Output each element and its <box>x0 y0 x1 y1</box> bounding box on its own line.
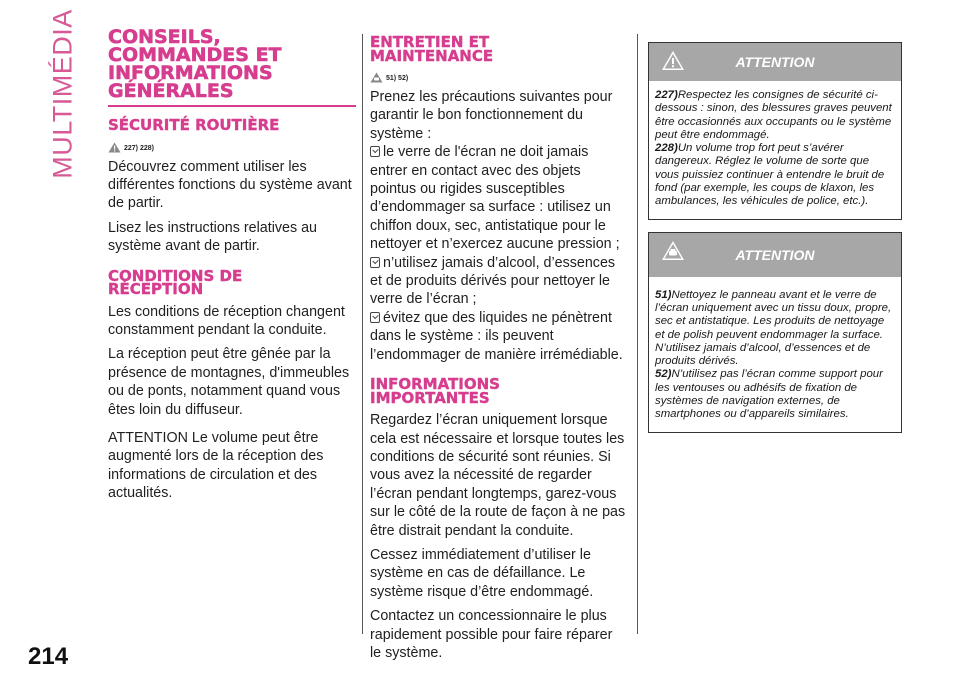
warning-header <box>649 233 901 277</box>
bullet-item: n’utilisez jamais d’alcool, d’essences et de produits dérivés pour nettoyer le verre de l’écran ; <box>370 254 616 308</box>
reference-numbers: 51) 52) <box>386 75 409 82</box>
paragraph: La réception peut être gênée par la présence de montagnes, d'immeubles ou de ponts, notamment quand vous êtes loin du diffuseur. <box>108 346 350 418</box>
paragraph: Les conditions de réception changent constamment pendant la conduite. <box>108 303 345 338</box>
section-title-securite: SÉCURITÉ ROUTIÈRE <box>108 116 280 134</box>
car-warning-icon <box>370 72 383 83</box>
warning-item: 52)N’utilisez pas l’écran comme support pour les ventouses ou adhésifs de fixation de systèmes de navigation externes, de smartphones ou d’appareils similaires. <box>655 368 883 421</box>
column-divider-2 <box>637 34 638 634</box>
warning-box-1 <box>648 42 902 220</box>
column-2 <box>370 28 626 668</box>
warning-body <box>649 81 901 219</box>
section-title-informations: INFORMATIONS IMPORTANTES <box>370 375 500 407</box>
column-3 <box>648 42 902 433</box>
section-title-reception: CONDITIONS DE RÉCEPTION <box>108 266 243 299</box>
warning-item: 227)Respectez les consignes de sécurité ci-dessous : sinon, des blessures graves peuvent être occasionnés aux occupants ou le système peut être endommagé. <box>655 89 892 141</box>
paragraph: ATTENTION Le volume peut être augmenté lors de la réception des informations de circulation et des actualités. <box>108 429 324 502</box>
paragraph: Prenez les précautions suivantes pour garantir le bon fonctionnement du système : <box>370 89 613 142</box>
warning-item: 228)Un volume trop fort peut s’avérer dangereux. Réglez le volume de sorte que vous puissiez continuer à entendre le bruit de fond (par exemple, les coups de klaxon, les ambulances, les véhicules de police, etc.). <box>655 142 885 208</box>
column-divider-1 <box>362 34 363 634</box>
section-title-entretien: ENTRETIEN ET MAINTENANCE <box>370 33 494 65</box>
warning-heading: ATTENTION <box>735 246 815 263</box>
main-title: CONSEILS, COMMANDES ET INFORMATIONS GÉNÉRALES <box>108 26 282 102</box>
warning-box-2 <box>648 232 902 433</box>
paragraph: Regardez l’écran uniquement lorsque cela est nécessaire et lorsque toutes les conditions de sécurité sont réunies. Si vous avez la nécessité de regarder l’écran pendant longtemps, garez-vous sur le côté de la route de façon à ne pas être distrait pendant la conduite. <box>370 412 626 539</box>
checkbox-bullet-icon <box>370 257 380 268</box>
paragraph: Cessez immédiatement d’utiliser le système en cas de défaillance. Le système risque d’être endommagé. <box>370 546 594 600</box>
paragraph: Contactez un concessionnaire le plus rapidement possible pour faire réparer le système. <box>370 608 613 661</box>
warning-body <box>649 277 901 432</box>
reference-row <box>370 67 626 83</box>
paragraph: Découvrez comment utiliser les différentes fonctions du système avant de partir. <box>108 158 352 212</box>
page-number: 214 <box>28 643 69 670</box>
reference-row <box>108 137 356 153</box>
warning-item: 51)Nettoyez le panneau avant et le verre de l’écran uniquement avec un tissu doux, propre, sec et antistatique. Les produits de nettoyage et de polish peuvent endommager la surface. N’utilisez jamais d’alcool, d’essences et de produits dérivés. <box>655 288 892 368</box>
title-underline <box>108 105 356 107</box>
bullet-item: évitez que des liquides ne pénètrent dans le système : ils peuvent l’endommager de manière irrémédiable. <box>370 309 623 363</box>
checkbox-bullet-icon <box>370 312 380 323</box>
bullet-item: le verre de l'écran ne doit jamais entrer en contact avec des objets pointus ou rigides susceptibles d’endommager sa surface : utilisez un chiffon doux, sec, antistatique pour le nettoyer et n’exercez aucune pression ; <box>370 144 620 253</box>
side-section-label: MULTIMÉDIA <box>47 9 78 179</box>
warning-triangle-icon <box>108 142 121 153</box>
warning-header <box>649 43 901 81</box>
column-1 <box>108 28 356 509</box>
reference-numbers: 227) 228) <box>124 144 154 152</box>
warning-heading: ATTENTION <box>735 54 815 70</box>
paragraph: Lisez les instructions relatives au système avant de partir. <box>108 219 317 255</box>
checkbox-bullet-icon <box>370 146 380 157</box>
